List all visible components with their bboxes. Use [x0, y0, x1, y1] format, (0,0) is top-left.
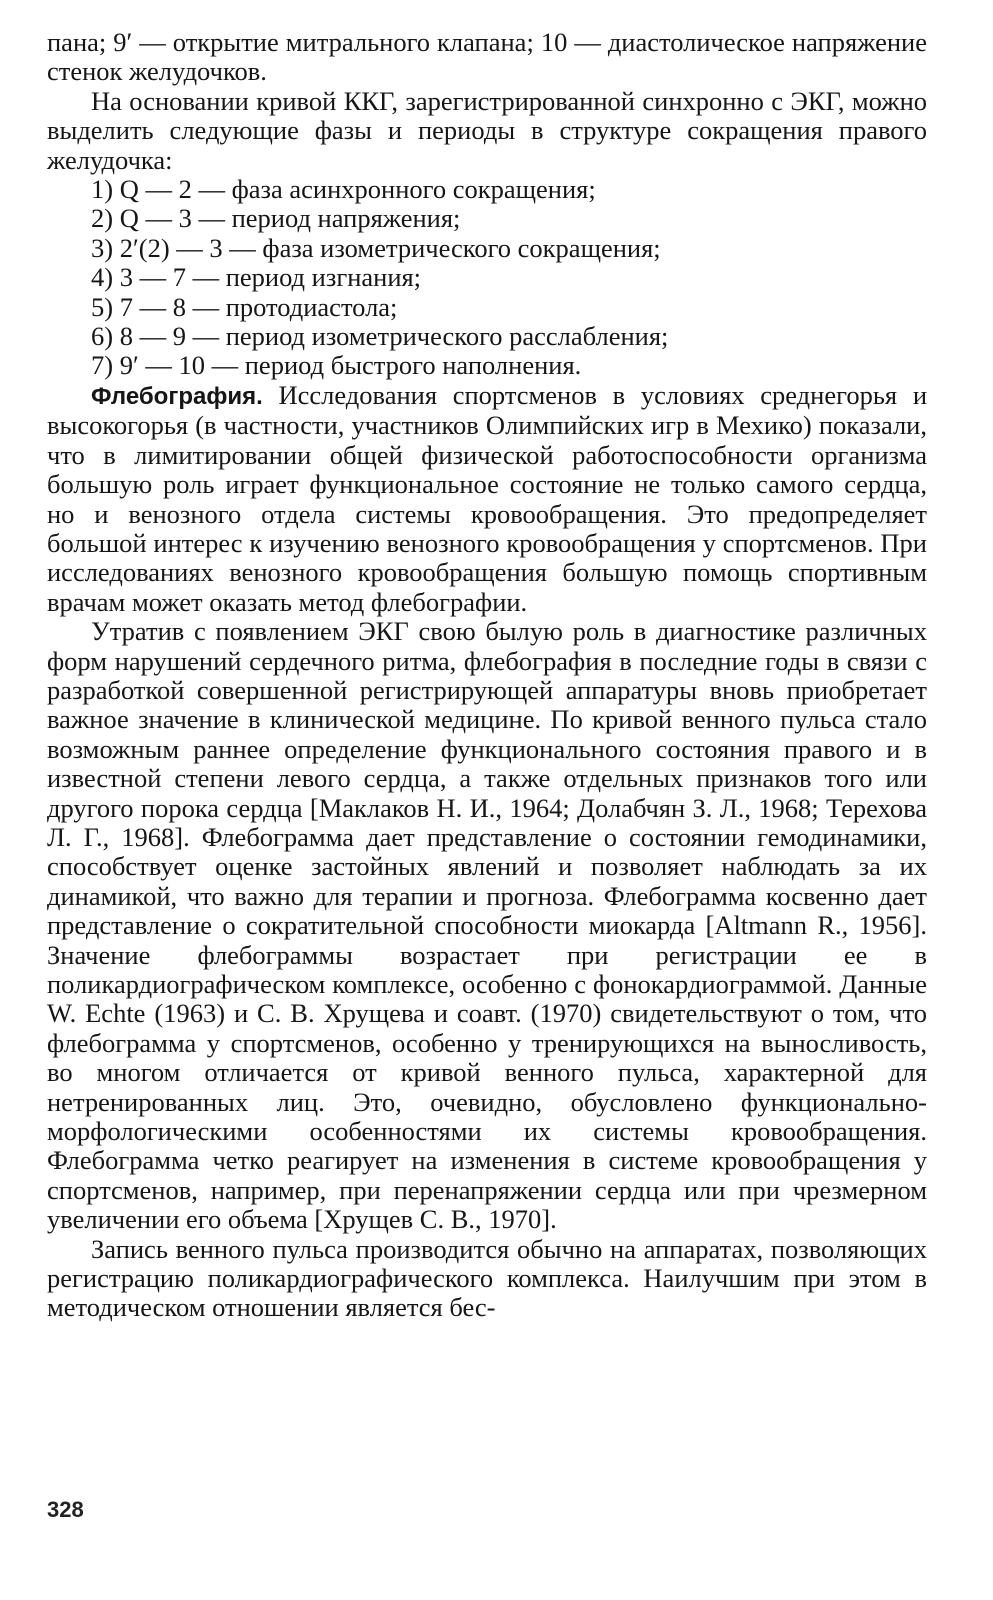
recording-paragraph: Запись венного пульса производится обычно на аппаратах, позволяющих регистрацию поликардиографического комплекса. Наилучшим при этом в методическом отношении является бес- [47, 1233, 927, 1323]
list-item: 6) 8 — 9 — период изометрического расслабления; [91, 321, 669, 352]
list-item: 4) 3 — 7 — период изгнания; [91, 262, 422, 293]
ecg-paragraph: Утратив с появлением ЭКГ свою былую роль в диагностике различных форм нарушений сердечного ритма, флебография в последние годы в связи с разработкой совершенной регистрирующей аппаратуры вновь приобретает важное значение в клинической медицине. По кривой венного пульса стало возможным раннее определение функционального состояния правого и в известной степени левого сердца, а также отдельных признаков того или другого порока сердца [Маклаков Н. И., 1964; Долабчян З. Л., 1968; Терехова Л. Г., 1968]. Флебограмма дает представление о состоянии гемодинамики, способствует оценке застойных явлений и позволяет наблюдать за их динамикой, что важно для терапии и прогноза. Флебограмма косвенно дает представление о сократительной способности миокарда [Altmann R., 1956]. Значение флебограммы возрастает при регистрации ее в поликардиографическом комплексе, особенно с фонокардиограммой. Данные W. Echte (1963) и С. В. Хрущева и соавт. (1970) свидетельствуют о том, что флебограмма у спортсменов, особенно у тренирующихся на выносливость, во многом отличается от кривой венного пульса, характерной для нетренированных лиц. Это, очевидно, обусловлено функционально-морфологическими особенностями их системы кровообращения. Флебограмма четко реагирует на изменения в системе кровообращения у спортсменов, например, при перенапряжении сердца или при чрезмерном увеличении его объема [Хрущев С. В., 1970]. [47, 616, 927, 1235]
continuation-paragraph: пана; 9′ — открытие митрального клапана; 10 — диастолическое напряжение стенок желудочков. [47, 27, 927, 87]
phase-list [47, 175, 927, 381]
phlebography-paragraph [47, 381, 927, 617]
intro-paragraph: На основании кривой ККГ, зарегистрированной синхронно с ЭКГ, можно выделить следующие фазы и периоды в структуре сокращения правого желудочка: [47, 85, 927, 175]
list-item: 1) Q — 2 — фаза асинхронного сокращения; [91, 174, 596, 205]
list-item: 7) 9′ — 10 — период быстрого наполнения. [91, 350, 582, 381]
page-number: 328 [47, 1497, 84, 1522]
section-heading: Флебография. [91, 382, 263, 410]
page-body [47, 28, 927, 1323]
list-item: 2) Q — 3 — период напряжения; [91, 203, 461, 234]
list-item: 5) 7 — 8 — протодиастола; [91, 291, 398, 322]
list-item: 3) 2′(2) — 3 — фаза изометрического сокращения; [91, 232, 661, 263]
phlebography-text: Исследования спортсменов в условиях среднегорья и высокогорья (в частности, участников Олимпийских игр в Мехико) показали, что в лимитировании общей физической работоспособности организма большую роль играет функциональное состояние не только самого сердца, но и венозного отдела системы кровообращения. Это предопределяет большой интерес к изучению венозного кровообращения у спортсменов. При исследованиях венозного кровообращения большую помощь спортивным врачам может оказать метод флебографии. [47, 379, 927, 617]
